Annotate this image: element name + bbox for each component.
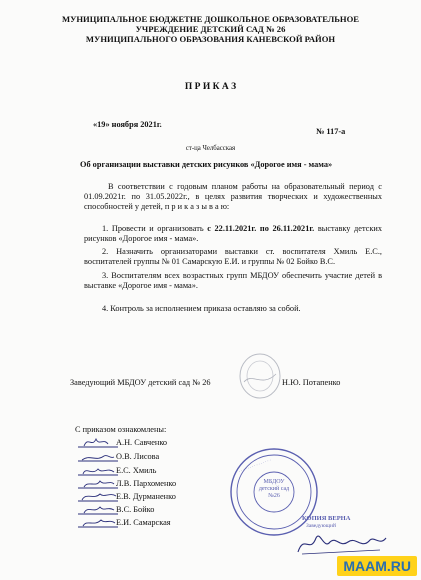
faint-seal-icon bbox=[238, 352, 282, 400]
intro-paragraph: В соответствии с годовым планом работы на образовательный период с 01.09.2021г. по 31.05.2022г., в целях развития творческих и художественных способностей у детей, п р и к а з ы в а ю: bbox=[84, 182, 382, 211]
svg-text:· · · · · · · · · · · · · · ·: · · · · · · · · · · · · · · · bbox=[237, 457, 272, 474]
item-1-rest: выставку детских рисунков «Дорогое имя - мама». bbox=[84, 224, 382, 243]
stamp-center-text bbox=[228, 479, 320, 500]
head-position: Заведующий МБДОУ детский сад № 26 bbox=[70, 378, 211, 387]
person-7: Е.И. Самарская bbox=[116, 518, 171, 527]
item-4: 4. Контроль за исполнением приказа оставляю за собой. bbox=[102, 304, 301, 313]
copy-mark: КОПИЯ ВЕРНА bbox=[302, 515, 351, 522]
header-line-1: МУНИЦИПАЛЬНОЕ БЮДЖЕТНЕ ДОШКОЛЬНОЕ ОБРАЗОВАТЕЛЬНОЕ bbox=[61, 14, 360, 24]
stamp-line-1: МБДОУ bbox=[263, 479, 285, 485]
header-line-2: УЧРЕЖДЕНИЕ ДЕТСКИЙ САД № 26 bbox=[135, 24, 286, 34]
person-4: Л.В. Пархоменко bbox=[116, 479, 177, 488]
item-2: 2. Назначить организаторами выставки ст. воспитателя Хмиль Е.С., воспитателей группы № 01 Самарскую Е.И. и группы № 02 Бойко В.С. bbox=[84, 247, 382, 266]
document-type: П Р И К А З bbox=[184, 82, 237, 92]
item-3: 3. Воспитателям всех возрастных групп МБДОУ обеспечить участие детей в выставке «Дорогое имя - мама». bbox=[84, 271, 382, 290]
person-5: Е.В. Дурманенко bbox=[116, 492, 176, 501]
item-1-text: 1. Провести и организовать bbox=[102, 224, 208, 233]
person-1: А.Н. Савченко bbox=[116, 438, 168, 447]
staff-signatures-icon bbox=[74, 434, 120, 530]
head-handwritten-signature-icon bbox=[294, 528, 388, 558]
place: ст-ца Челбасская bbox=[185, 145, 236, 152]
acquainted-heading: С приказом ознакомлены: bbox=[75, 425, 167, 434]
order-number: № 117-а bbox=[316, 127, 346, 136]
order-date: «19» ноября 2021г. bbox=[93, 120, 162, 129]
item-1 bbox=[84, 224, 382, 244]
head-name: Н.Ю. Потапенко bbox=[282, 378, 341, 387]
person-3: Е.С. Хмиль bbox=[116, 466, 157, 475]
header-line-3: МУНИЦИПАЛЬНОГО ОБРАЗОВАНИЯ КАНЕВСКОЙ РАЙОН bbox=[85, 34, 336, 44]
site-watermark: MAAM.RU bbox=[337, 556, 417, 576]
stamp-line-2: детский сад bbox=[258, 486, 290, 492]
person-2: О.В. Лисова bbox=[116, 452, 160, 461]
copy-mark-sub: Заведующий bbox=[306, 523, 336, 529]
person-6: В.С. Бойко bbox=[116, 505, 155, 514]
stamp-line-3: №26 bbox=[268, 493, 280, 499]
order-subject: Об организации выставки детских рисунков «Дорогое имя - мама» bbox=[80, 160, 333, 169]
item-1-dates: с 22.11.2021г. по 26.11.2021г. bbox=[207, 224, 315, 233]
